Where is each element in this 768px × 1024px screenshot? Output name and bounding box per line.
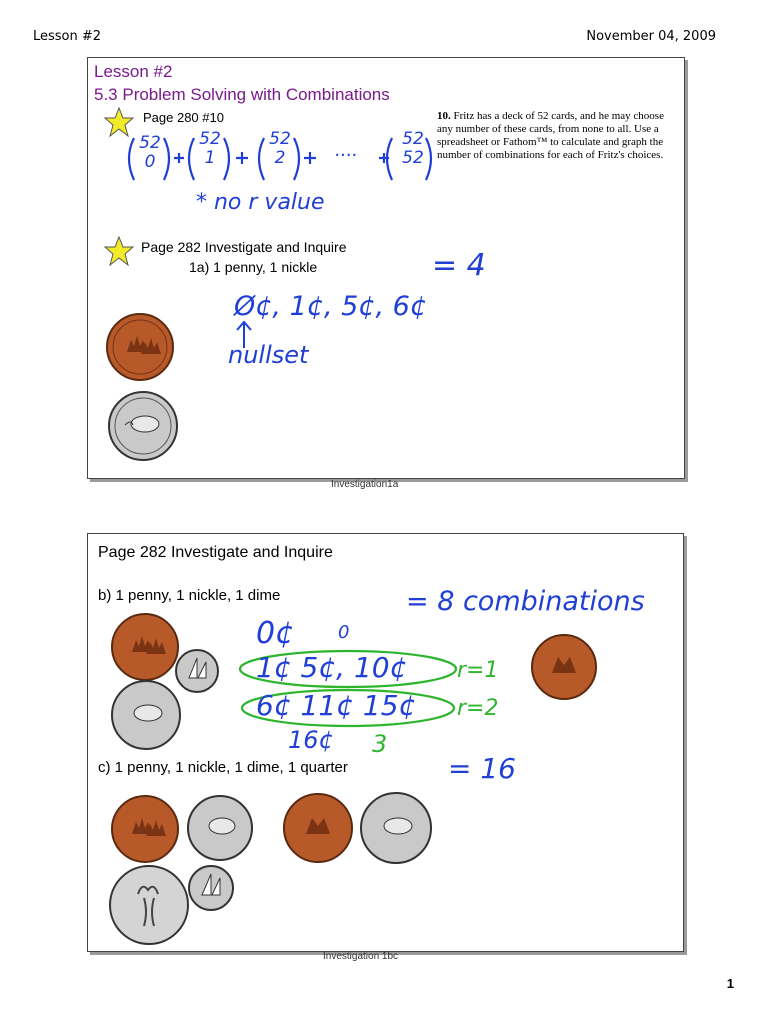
problem-text: Fritz has a deck of 52 cards, and he may choose any number of these cards, from none to all. Use a spreadsheet or Fathom™ to calculate and graph the number of combinations for each of Fritz's choices. [437, 110, 664, 161]
part-b-label: b) 1 penny, 1 nickle, 1 dime [98, 587, 281, 604]
handwritten-zero: 0¢ [256, 616, 295, 651]
handwritten-r0: 0 [338, 622, 350, 643]
problem-number: 10. [437, 110, 451, 122]
star-icon [104, 236, 134, 266]
handwritten-answer-a: = 4 [432, 248, 486, 283]
handwritten-row1: 1¢ 5¢, 10¢ [256, 651, 408, 684]
part-a-label: 1a) 1 penny, 1 nickle [189, 259, 318, 275]
penny-coin-icon [282, 792, 354, 864]
handwritten-row3: 16¢ [288, 726, 334, 754]
handwritten-answer-c: = 16 [448, 752, 516, 785]
penny-coin-icon [105, 312, 175, 382]
slide-caption: Investigation 1bc [323, 951, 399, 962]
handwritten-nullset: nullset [228, 341, 309, 369]
part-c-label: c) 1 penny, 1 nickle, 1 dime, 1 quarter [98, 759, 348, 776]
slide-subtitle: 5.3 Problem Solving with Combinations [94, 85, 390, 104]
handwritten-answer-b: = 8 combinations [406, 586, 645, 617]
handwritten-values-a: Ø¢, 1¢, 5¢, 6¢ [234, 291, 427, 322]
slide-2 [87, 533, 684, 962]
slide-1: Lesson #2 5.3 Problem Solving with Combinations Page 280 #10 52 0 52 1 52 2 .... 52 52 * no r value 10. Fritz has a deck of 52 cards, and he may choose any number of these cards, from none to all. Use a spreadsheet or Fathom™ to calculate and graph the number of combinations for each of Fritz's choices. Page 282 Investigate and Inquire 1a) 1 penny, 1 nickle = 4 Ø¢, 1¢, 5¢, 6¢ nullset Investigation1a [87, 57, 685, 479]
page-number: 1 [726, 976, 734, 991]
header-lesson: Lesson #2 [33, 29, 102, 44]
nickel-coin-icon [105, 391, 181, 461]
textbook-problem [437, 110, 672, 162]
page-ref-1: Page 280 #10 [143, 110, 224, 125]
slide-caption: Investigation1a [331, 479, 399, 490]
penny-coin-icon [110, 612, 180, 682]
penny-coin-icon [530, 633, 598, 701]
handwritten-r1: r=1 [457, 658, 499, 683]
nickel-coin-icon [358, 792, 434, 864]
handwritten-r3: 3 [372, 730, 388, 758]
handwritten-note: * no r value [196, 190, 325, 215]
quarter-coin-icon [108, 864, 190, 946]
dime-coin-icon [187, 864, 235, 912]
handwritten-r2: r=2 [457, 696, 499, 721]
nickel-coin-icon [186, 794, 254, 862]
slide-title: Lesson #2 [94, 62, 173, 81]
header-date: November 04, 2009 [586, 29, 716, 44]
slide-title: Page 282 Investigate and Inquire [98, 544, 333, 561]
page-ref-2: Page 282 Investigate and Inquire [141, 239, 347, 255]
handwritten-row2: 6¢ 11¢ 15¢ [256, 689, 417, 722]
nickel-coin-icon [108, 680, 184, 750]
penny-coin-icon [110, 794, 180, 864]
